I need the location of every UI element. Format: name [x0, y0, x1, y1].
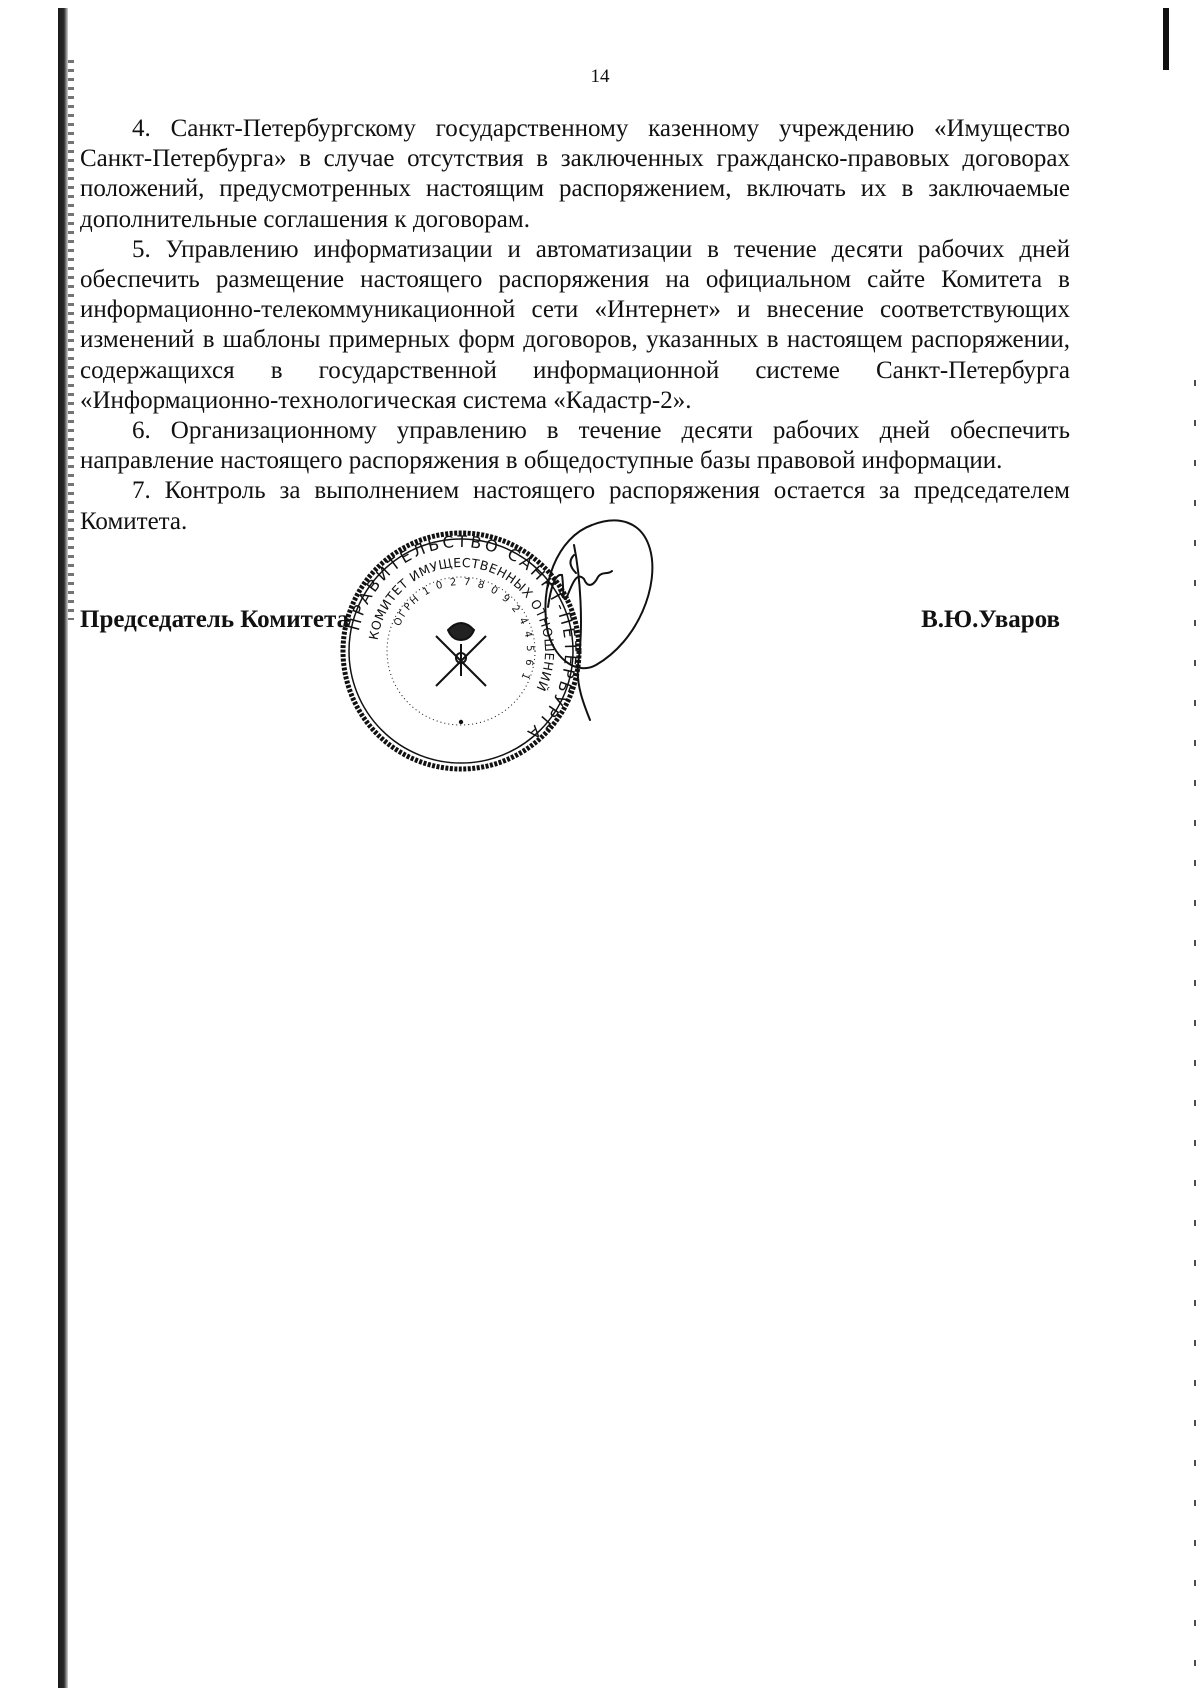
scan-edge-fringe — [68, 60, 74, 620]
paragraph-6: 6. Организационному управлению в течение десяти рабочих дней обеспечить направление настоящего распоряжения в общедоступные базы правовой информации. — [80, 417, 1070, 475]
handwritten-signature — [540, 515, 690, 725]
page-number: 14 — [590, 66, 610, 87]
signatory-name: В.Ю.Уваров — [921, 606, 1060, 633]
svg-text:ОГРН 1 0 2 7 8 0 9 2 4 4 5 6 1: ОГРН 1 0 2 7 8 0 9 2 4 4 5 6 1 — [392, 576, 536, 683]
scan-edge-right-mark — [1163, 8, 1169, 70]
document-body — [80, 114, 1070, 537]
svg-text:КОМИТЕТ ИМУЩЕСТВЕННЫХ ОТНОШЕНИ: КОМИТЕТ ИМУЩЕСТВЕННЫХ ОТНОШЕНИЙ — [365, 554, 558, 694]
scan-edge-right-dots — [1194, 380, 1196, 1680]
paragraph-4: 4. Санкт-Петербургскому государственному казенному учреждению «Имущество Санкт-Петербурга» в случае отсутствия в заключенных гражданско-правовых договорах положений, предусмотренных настоящим распоряжением, включать их в заключаемые дополнительные соглашения к договорам. — [80, 115, 1070, 233]
paragraph-5: 5. Управлению информатизации и автоматизации в течение десяти рабочих дней обеспечить размещение настоящего распоряжения на официальном сайте Комитета в информационно-телекоммуникационной сети «Интернет» и внесение соответствующих изменений в шаблоны примерных форм договоров, указанных в настоящем распоряжении, содержащихся в государственной информационной системе Санкт-Петербурга «Информационно-технологическая система «Кадастр-2». — [80, 235, 1070, 414]
paragraph-7: 7. Контроль за выполнением настоящего распоряжения остается за председателем Комитета. — [80, 477, 1070, 535]
scan-edge-left — [58, 8, 68, 1688]
svg-text:ПРАВИТЕЛЬСТВО САНКТ-ПЕТЕРБУРГА: ПРАВИТЕЛЬСТВО САНКТ-ПЕТЕРБУРГА — [344, 531, 581, 745]
signatory-title: Председатель Комитета — [80, 606, 350, 633]
